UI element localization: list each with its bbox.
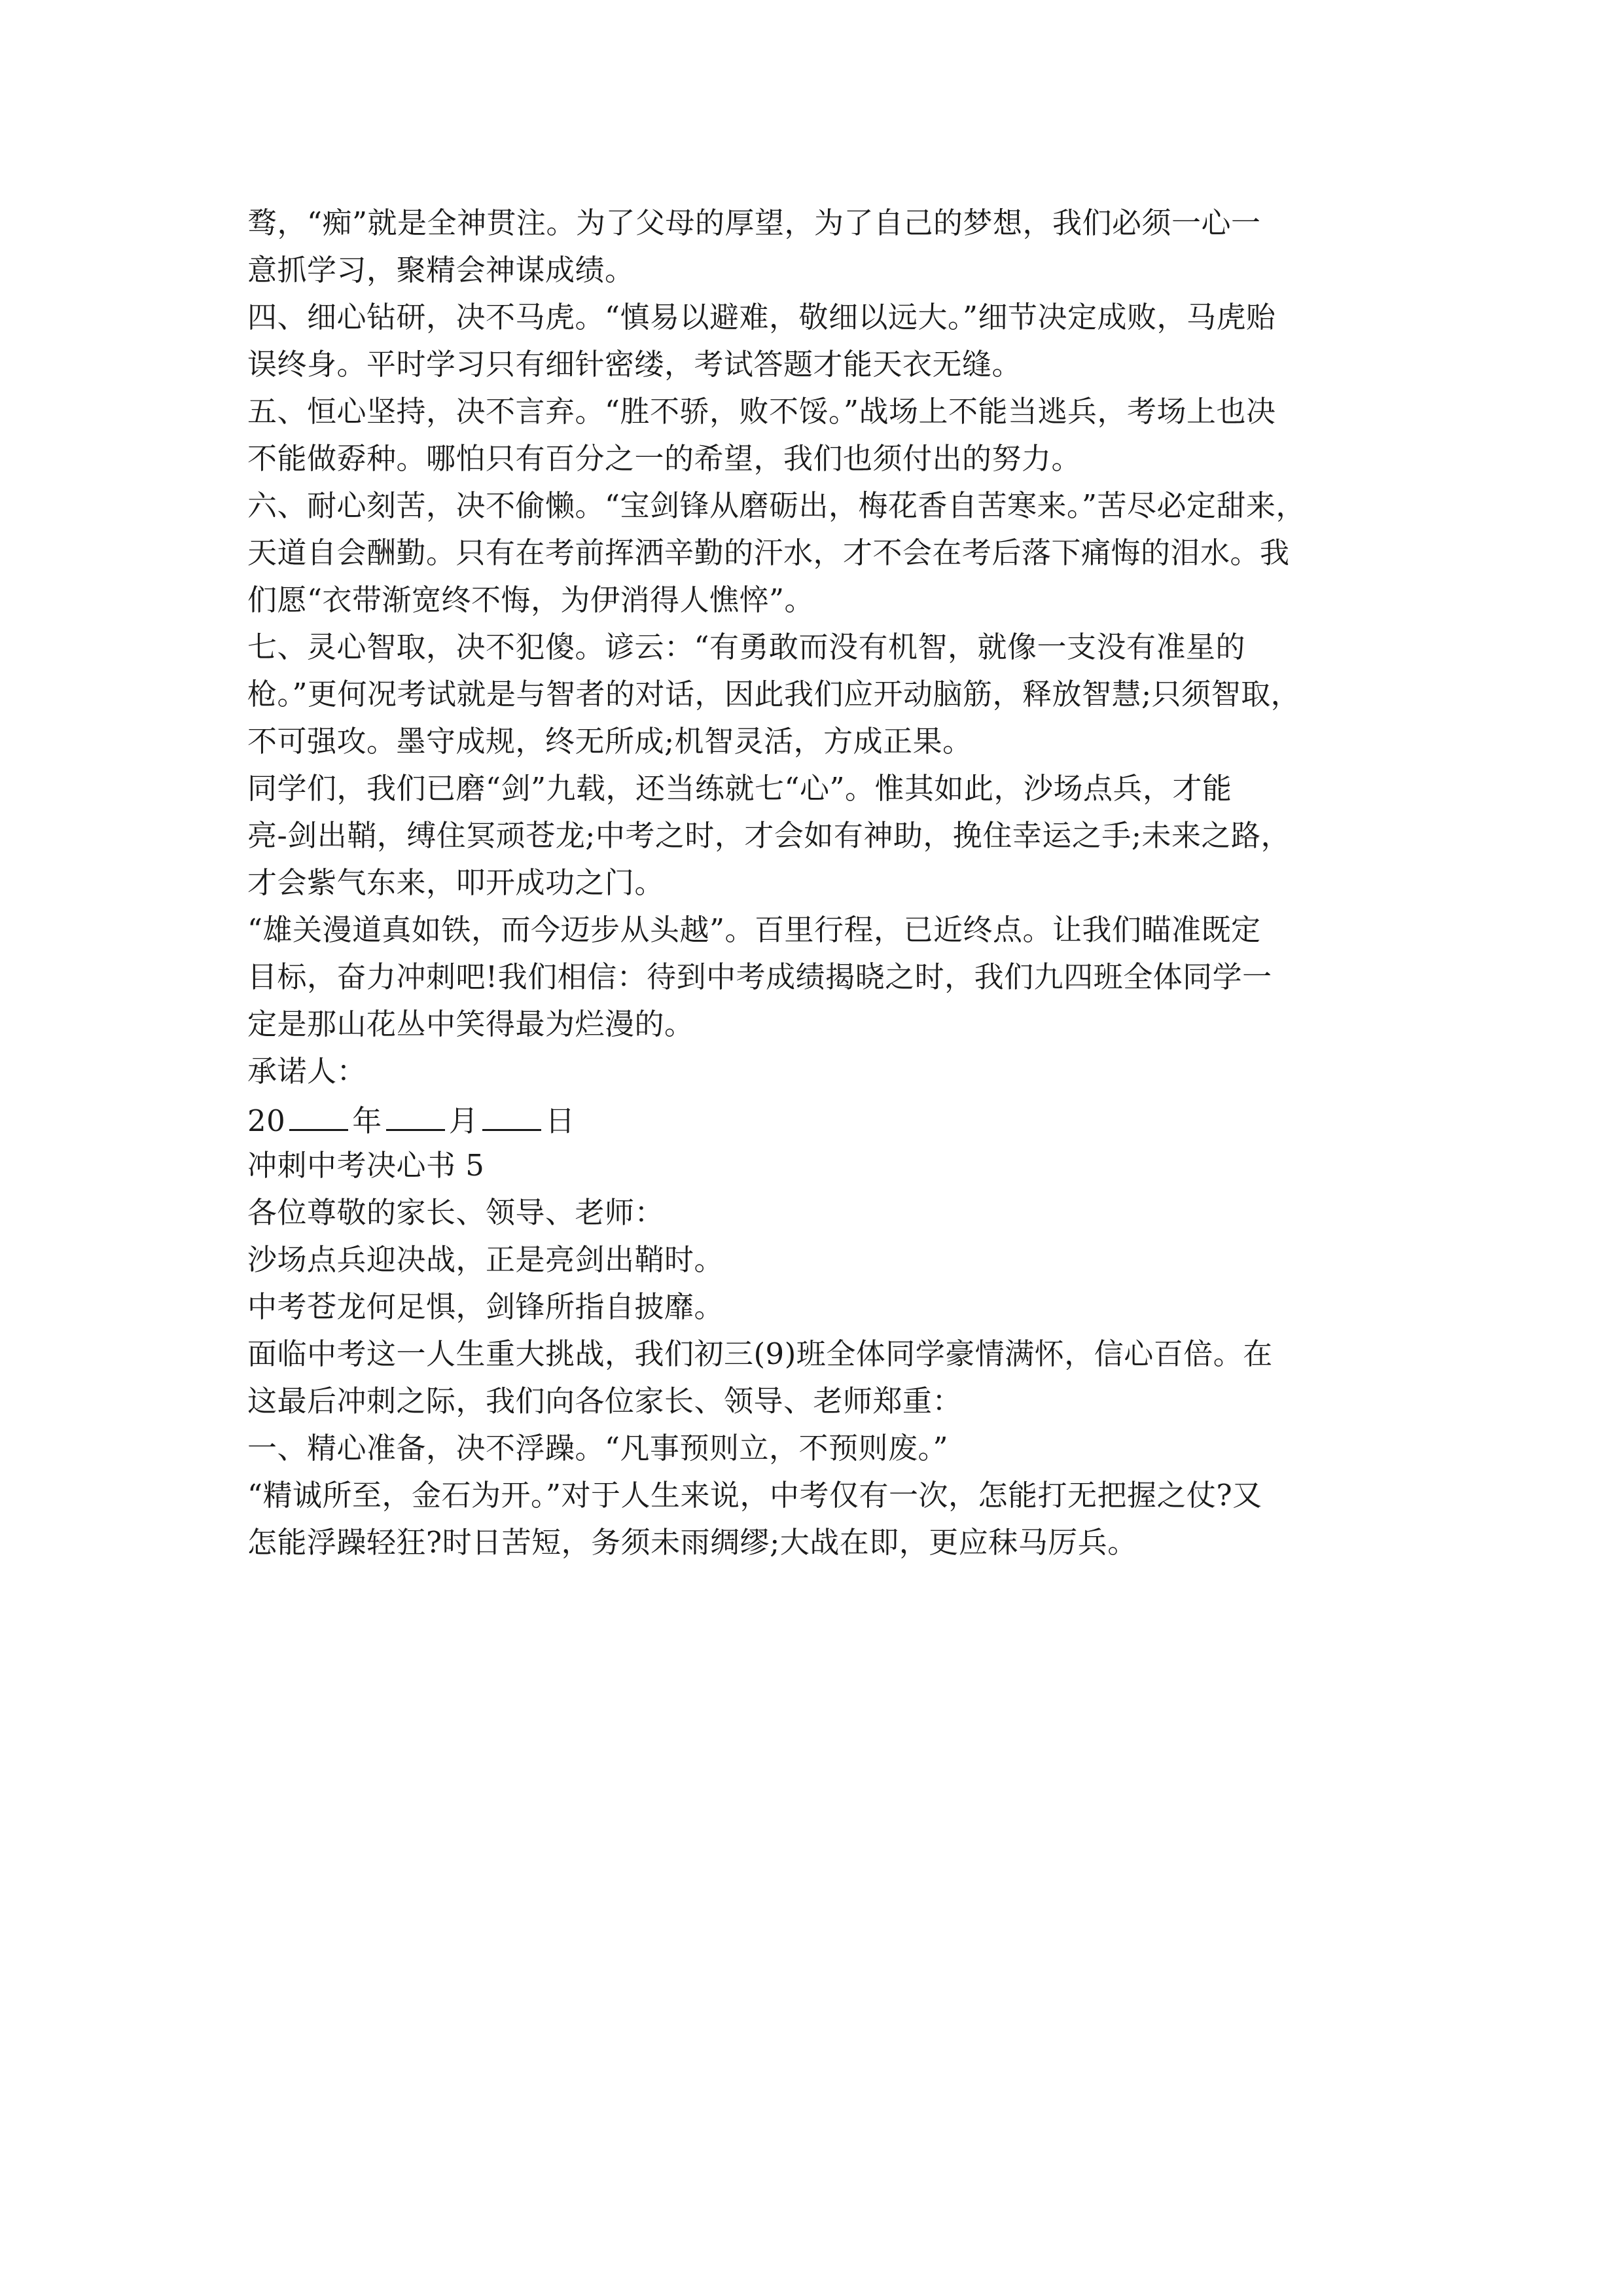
date-prefix: 20 bbox=[247, 1103, 286, 1138]
text-line: 一、精心准备，决不浮躁。“凡事预则立，不预则废。” bbox=[247, 1431, 949, 1465]
text-line: 同学们，我们已磨“剑”九载，还当练就七“心”。惟其如此，沙场点兵，才能 bbox=[247, 771, 1232, 806]
text-line: 不能做孬种。哪怕只有百分之一的希望，我们也须付出的努力。 bbox=[247, 441, 1082, 476]
text-line: 天道自会酬勤。只有在考前挥洒辛勤的汗水，才不会在考后落下痛悔的泪水。我 bbox=[247, 535, 1290, 570]
text-line: 误终身。平时学习只有细针密缕，考试答题才能天衣无缝。 bbox=[247, 347, 1022, 382]
date-day-label: 日 bbox=[545, 1103, 575, 1138]
text-line: 才会紫气东来，叩开成功之门。 bbox=[247, 865, 665, 900]
text-line: 意抓学习，聚精会神谋成绩。 bbox=[247, 253, 635, 287]
date-line bbox=[247, 1095, 1412, 1142]
text-line: 目标，奋力冲刺吧!我们相信：待到中考成绩揭晓之时，我们九四班全体同学一 bbox=[247, 960, 1272, 994]
year-blank bbox=[289, 1095, 348, 1131]
text-line: 不可强攻。墨守成规，终无所成;机智灵活，方成正果。 bbox=[247, 724, 972, 759]
text-line: 枪。”更何况考试就是与智者的对话，因此我们应开动脑筋，释放智慧;只须智取， bbox=[247, 677, 1301, 711]
text-line: 定是那山花丛中笑得最为烂漫的。 bbox=[247, 1007, 694, 1041]
text-line: 四、细心钻研，决不马虎。“慎易以避难，敬细以远大。”细节决定成败，马虎贻 bbox=[247, 300, 1276, 334]
text-line: 五、恒心坚持，决不言弃。“胜不骄，败不馁。”战场上不能当逃兵，考场上也决 bbox=[247, 394, 1276, 429]
text-line: 沙场点兵迎决战，正是亮剑出鞘时。 bbox=[247, 1242, 724, 1277]
month-blank bbox=[386, 1095, 445, 1131]
date-month-label: 月 bbox=[448, 1103, 479, 1138]
text-line: “雄关漫道真如铁，而今迈步从头越”。百里行程，已近终点。让我们瞄准既定 bbox=[247, 912, 1261, 947]
text-line: 骛，“痴”就是全神贯注。为了父母的厚望，为了自己的梦想，我们必须一心一 bbox=[247, 206, 1261, 240]
text-line: 七、灵心智取，决不犯傻。谚云：“有勇敢而没有机智，就像一支没有准星的 bbox=[247, 630, 1246, 664]
date-year-label: 年 bbox=[352, 1103, 382, 1138]
text-line: 中考苍龙何足惧，剑锋所指自披靡。 bbox=[247, 1289, 724, 1324]
text-line: “精诚所至，金石为开。”对于人生来说，中考仅有一次，怎能打无把握之仗?又 bbox=[247, 1478, 1262, 1513]
section-title: 冲刺中考决心书 5 bbox=[247, 1148, 485, 1183]
salutation: 各位尊敬的家长、领导、老师： bbox=[247, 1195, 665, 1230]
text-line: 们愿“衣带渐宽终不悔，为伊消得人憔悴”。 bbox=[247, 583, 815, 617]
text-line: 这最后冲刺之际，我们向各位家长、领导、老师郑重： bbox=[247, 1384, 963, 1418]
text-line: 亮-剑出鞘，缚住冥顽苍龙;中考之时，才会如有神助，挽住幸运之手;未来之路， bbox=[247, 818, 1291, 853]
text-line: 六、耐心刻苦，决不偷懒。“宝剑锋从磨砺出，梅花香自苦寒来。”苦尽必定甜来， bbox=[247, 488, 1306, 523]
text-line: 怎能浮躁轻狂?时日苦短，务须未雨绸缪;大战在即，更应秣马厉兵。 bbox=[247, 1525, 1137, 1560]
text-line: 面临中考这一人生重大挑战，我们初三(9)班全体同学豪情满怀，信心百倍。在 bbox=[247, 1336, 1273, 1371]
signatory-label: 承诺人： bbox=[247, 1054, 367, 1088]
day-blank bbox=[482, 1095, 541, 1131]
document-body bbox=[247, 200, 1412, 1566]
